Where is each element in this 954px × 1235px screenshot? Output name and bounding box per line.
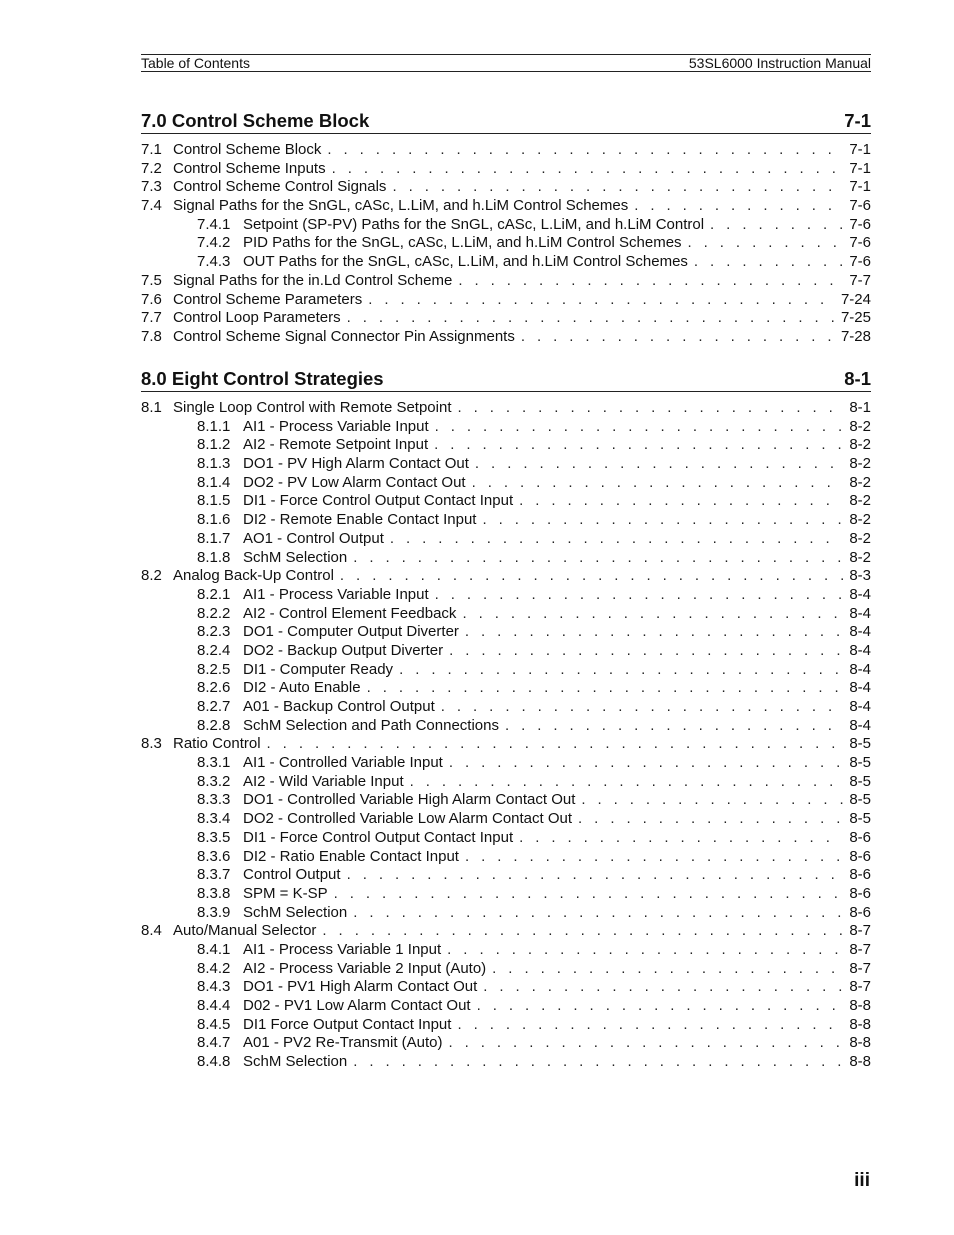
toc-entry-page: 7-6 xyxy=(849,197,871,215)
toc-section-8 xyxy=(141,368,871,1072)
toc-entry-page: 8-2 xyxy=(849,548,871,566)
dot-leader xyxy=(435,698,843,717)
toc-entry[interactable] xyxy=(141,642,871,661)
toc-entry-page: 8-8 xyxy=(849,1015,871,1033)
dot-leader xyxy=(682,234,843,253)
toc-entry-title: Control Output xyxy=(243,866,341,884)
dot-leader xyxy=(443,754,843,773)
toc-entry-number: 8.1.6 xyxy=(197,511,231,529)
toc-entry-page: 8-4 xyxy=(849,641,871,659)
toc-entry-number: 8.2.2 xyxy=(197,604,231,622)
toc-entry-title: Control Loop Parameters xyxy=(173,309,341,327)
toc-entry-number: 8.1 xyxy=(141,399,162,416)
toc-entry-title: Control Scheme Block xyxy=(173,141,322,158)
toc-entry-page: 7-6 xyxy=(849,234,871,252)
toc-entry-title: A01 - Backup Control Output xyxy=(243,698,435,715)
toc-entry-number: 8.3.6 xyxy=(197,847,231,865)
toc-entry-page: 8-4 xyxy=(849,660,871,678)
toc-entry[interactable] xyxy=(141,328,871,347)
toc-entry[interactable] xyxy=(141,474,871,493)
toc-entry-title: Signal Paths for the SnGL, cASc, L.LiM, and h.LiM Control Schemes xyxy=(173,197,629,215)
dot-leader xyxy=(452,399,844,418)
toc-entry-number: 7.3 xyxy=(141,178,162,196)
dot-leader xyxy=(386,178,843,197)
toc-entry[interactable] xyxy=(141,586,871,605)
toc-entry-page: 8-6 xyxy=(849,847,871,865)
toc-entry[interactable] xyxy=(141,178,871,197)
toc-entry-page: 7-28 xyxy=(840,327,871,345)
toc-entry-title: DO1 - PV High Alarm Contact Out xyxy=(243,455,469,473)
dot-leader xyxy=(469,455,843,474)
toc-entry[interactable] xyxy=(141,661,871,680)
toc-entry-title: Signal Paths for the in.Ld Control Scheme xyxy=(173,271,453,289)
toc-entry-page: 7-1 xyxy=(849,159,871,177)
toc-entry[interactable] xyxy=(141,866,871,885)
toc-entry-number: 8.2.5 xyxy=(197,660,231,678)
toc-entry-title: Single Loop Control with Remote Setpoint xyxy=(173,399,452,416)
toc-entry-page: 8-4 xyxy=(849,623,871,641)
toc-entry-number: 8.4.2 xyxy=(197,959,231,977)
dot-leader xyxy=(404,773,843,792)
toc-entry[interactable] xyxy=(141,418,871,437)
toc-entry[interactable] xyxy=(141,791,871,810)
toc-entry[interactable] xyxy=(141,623,871,642)
toc-entry-page: 8-5 xyxy=(849,772,871,790)
toc-entry-number: 8.3.7 xyxy=(197,866,231,884)
toc-entry-title: Control Scheme Parameters xyxy=(173,290,363,308)
toc-entry-title: Setpoint (SP-PV) Paths for the SnGL, cASc, L.LiM, and h.LiM Control xyxy=(243,215,705,233)
dot-leader xyxy=(326,160,843,179)
dot-leader xyxy=(347,904,843,923)
toc-entry[interactable] xyxy=(141,309,871,328)
toc-entry[interactable] xyxy=(141,997,871,1016)
dot-leader xyxy=(486,960,843,979)
toc-entry[interactable] xyxy=(141,216,871,235)
toc-entry-page: 8-2 xyxy=(849,492,871,510)
toc-entry-page: 8-4 xyxy=(849,679,871,697)
dot-leader xyxy=(688,253,843,272)
toc-entry-title: AO1 - Control Output xyxy=(243,529,384,547)
dot-leader xyxy=(321,141,843,160)
toc-entry-number: 7.6 xyxy=(141,290,162,308)
section-heading-text: 8.0 Eight Control Strategies xyxy=(141,368,384,389)
toc-entry-number: 8.1.4 xyxy=(197,473,231,491)
toc-entry-number: 8.1.1 xyxy=(197,417,231,435)
toc-entry-number: 8.1.2 xyxy=(197,436,231,454)
section-heading-text: 7.0 Control Scheme Block xyxy=(141,110,370,131)
section-heading[interactable] xyxy=(141,110,871,134)
toc-entry-number: 8.2.4 xyxy=(197,641,231,659)
toc-entry-number: 8.4 xyxy=(141,922,162,940)
toc-entry-page: 8-6 xyxy=(849,828,871,846)
dot-leader xyxy=(477,978,843,997)
dot-leader xyxy=(347,549,843,568)
toc-entry-title: DI1 - Computer Ready xyxy=(243,660,394,678)
header-right-title: 53SL6000 Instruction Manual xyxy=(688,55,871,71)
toc-entry-number: 7.4 xyxy=(141,197,162,215)
toc-entry-page: 8-4 xyxy=(849,698,871,715)
toc-entry-page: 8-8 xyxy=(849,1053,871,1071)
toc-entry-number: 7.7 xyxy=(141,309,162,327)
toc-entry-page: 8-4 xyxy=(849,585,871,603)
toc-entry[interactable] xyxy=(141,698,871,717)
dot-leader xyxy=(459,623,843,642)
toc-entry-page: 7-1 xyxy=(849,178,871,196)
toc-entry-number: 8.2 xyxy=(141,567,162,585)
toc-entry-title: AI1 - Process Variable 1 Input xyxy=(243,940,442,958)
toc-entry-number: 8.2.1 xyxy=(197,585,231,603)
toc-entry[interactable] xyxy=(141,1053,871,1072)
toc-entry-number: 8.3 xyxy=(141,735,162,753)
toc-entry-number: 8.4.7 xyxy=(197,1034,231,1052)
toc-entry[interactable] xyxy=(141,717,871,736)
toc-entry-title: AI1 - Process Variable Input xyxy=(243,417,429,435)
dot-leader xyxy=(476,511,843,530)
toc-entry-page: 8-2 xyxy=(849,511,871,529)
running-header xyxy=(141,54,871,72)
dot-leader xyxy=(334,567,843,586)
toc-entry[interactable] xyxy=(141,436,871,455)
toc-entry-title: DO1 - Controlled Variable High Alarm Contact Out xyxy=(243,791,576,809)
dot-leader xyxy=(471,997,843,1016)
toc-entry-page: 8-6 xyxy=(849,903,871,921)
toc-entry-title: Auto/Manual Selector xyxy=(173,922,317,940)
dot-leader xyxy=(428,436,843,455)
dot-leader xyxy=(384,530,843,549)
toc-entry[interactable] xyxy=(141,848,871,867)
toc-entry-page: 7-6 xyxy=(849,253,871,271)
toc-entry-title: DO1 - Computer Output Diverter xyxy=(243,623,459,641)
toc-entry-title: DI1 - Force Control Output Contact Input xyxy=(243,492,514,510)
toc-entry[interactable] xyxy=(141,829,871,848)
toc-entry-number: 8.4.5 xyxy=(197,1015,231,1033)
toc-entry-title: DO1 - PV1 High Alarm Contact Out xyxy=(243,978,478,996)
dot-leader xyxy=(429,586,843,605)
dot-leader xyxy=(429,418,843,437)
toc-entry-title: Analog Back-Up Control xyxy=(173,567,334,585)
toc-entry-page: 8-6 xyxy=(849,884,871,902)
dot-leader xyxy=(466,474,843,493)
toc-entry[interactable] xyxy=(141,291,871,310)
toc-entry-number: 7.4.1 xyxy=(197,215,231,233)
toc-entry-title: DI2 - Ratio Enable Contact Input xyxy=(243,847,459,865)
toc-entry-title: AI1 - Process Variable Input xyxy=(243,585,429,603)
toc-entry-page: 7-7 xyxy=(849,271,871,289)
header-left-title: Table of Contents xyxy=(141,55,250,71)
toc-entry-title: DI2 - Auto Enable xyxy=(243,679,361,697)
toc-entry[interactable] xyxy=(141,492,871,511)
dot-leader xyxy=(316,922,843,941)
toc-entry-page: 8-5 xyxy=(849,754,871,772)
toc-entry-number: 7.8 xyxy=(141,327,162,345)
toc-entry-number: 8.1.5 xyxy=(197,492,231,510)
toc-entry-number: 8.3.4 xyxy=(197,810,231,828)
dot-leader xyxy=(704,216,843,235)
toc-entry-number: 8.4.1 xyxy=(197,940,231,958)
toc-entry-number: 8.2.3 xyxy=(197,623,231,641)
toc-entry-page: 8-1 xyxy=(849,399,871,416)
dot-leader xyxy=(499,717,843,736)
toc-entry-title: AI1 - Controlled Variable Input xyxy=(243,754,443,772)
toc-entry-page: 8-7 xyxy=(849,940,871,958)
toc-entry[interactable] xyxy=(141,735,871,754)
toc-entry-title: SchM Selection and Path Connections xyxy=(243,716,499,734)
toc-entry-page: 8-3 xyxy=(849,567,871,585)
toc-entry-page: 8-2 xyxy=(849,417,871,435)
dot-leader xyxy=(341,309,837,328)
toc-entry-page: 8-5 xyxy=(849,735,871,753)
toc-entry[interactable] xyxy=(141,605,871,624)
toc-entry-number: 8.1.3 xyxy=(197,455,231,473)
toc-entry-title: AI2 - Remote Setpoint Input xyxy=(243,436,429,454)
toc-entry-number: 7.5 xyxy=(141,271,162,289)
toc-entry[interactable] xyxy=(141,455,871,474)
toc-entry[interactable] xyxy=(141,253,871,272)
toc-entry[interactable] xyxy=(141,1034,871,1053)
toc-entry[interactable] xyxy=(141,904,871,923)
toc-entry-number: 8.1.8 xyxy=(197,548,231,566)
toc-entry-number: 8.3.5 xyxy=(197,828,231,846)
dot-leader xyxy=(347,1053,843,1072)
toc-entry-number: 8.3.2 xyxy=(197,772,231,790)
toc-entry-page: 8-5 xyxy=(849,810,871,828)
toc-entry-page: 7-25 xyxy=(840,309,871,327)
toc-entry-title: SPM = K-SP xyxy=(243,884,328,902)
toc-entry-number: 8.4.3 xyxy=(197,978,231,996)
page-number: iii xyxy=(854,1170,870,1191)
toc-entry-page: 8-7 xyxy=(849,959,871,977)
toc-entry-title: DI1 Force Output Contact Input xyxy=(243,1015,452,1033)
toc-section-7 xyxy=(141,110,871,347)
toc-entry-number: 7.2 xyxy=(141,159,162,177)
toc-entry[interactable] xyxy=(141,960,871,979)
toc-entry-page: 8-4 xyxy=(849,716,871,734)
toc-entry-number: 8.2.6 xyxy=(197,679,231,697)
toc-entry-page: 8-2 xyxy=(849,529,871,547)
section-heading[interactable] xyxy=(141,368,871,392)
dot-leader xyxy=(575,791,843,810)
toc-entry[interactable] xyxy=(141,549,871,568)
toc-entry-page: 8-8 xyxy=(849,1034,871,1052)
dot-leader xyxy=(328,885,843,904)
dot-leader xyxy=(443,1034,843,1053)
toc-entry-page: 7-1 xyxy=(849,141,871,158)
toc-entry-title: AI2 - Process Variable 2 Input (Auto) xyxy=(243,959,487,977)
dot-leader xyxy=(441,941,843,960)
toc-entry-page: 8-6 xyxy=(849,866,871,884)
toc-entry-page: 8-7 xyxy=(849,922,871,940)
toc-entry-title: OUT Paths for the SnGL, cASc, L.LiM, and h.LiM Control Schemes xyxy=(243,253,688,271)
toc-entry-page: 8-7 xyxy=(849,978,871,996)
toc-entry[interactable] xyxy=(141,922,871,941)
toc-entry[interactable] xyxy=(141,941,871,960)
toc-entry[interactable] xyxy=(141,160,871,179)
toc-entry[interactable] xyxy=(141,754,871,773)
toc-entry-title: AI2 - Control Element Feedback xyxy=(243,604,457,622)
toc-entry-number: 8.4.4 xyxy=(197,997,231,1014)
dot-leader xyxy=(515,328,837,347)
toc-entry-number: 8.4.8 xyxy=(197,1053,231,1071)
toc-entry-number: 8.3.1 xyxy=(197,754,231,772)
toc-entry-title: DO2 - Controlled Variable Low Alarm Contact Out xyxy=(243,810,573,828)
toc-entry-number: 7.1 xyxy=(141,141,162,158)
toc-entry[interactable] xyxy=(141,679,871,698)
toc-entry-page: 7-24 xyxy=(840,290,871,308)
dot-leader xyxy=(261,735,843,754)
dot-leader xyxy=(362,291,837,310)
toc-entry-title: A01 - PV2 Re-Transmit (Auto) xyxy=(243,1034,443,1052)
toc-entry-title: SchM Selection xyxy=(243,1053,348,1071)
dot-leader xyxy=(459,848,843,867)
toc-entry-page: 8-2 xyxy=(849,436,871,454)
dot-leader xyxy=(513,829,843,848)
toc-entry-number: 8.1.7 xyxy=(197,529,231,547)
toc-entry-title: DO2 - Backup Output Diverter xyxy=(243,641,444,659)
toc-entry-title: AI2 - Wild Variable Input xyxy=(243,772,404,790)
toc-entry[interactable] xyxy=(141,567,871,586)
toc-entry[interactable] xyxy=(141,773,871,792)
toc-entry-number: 8.3.9 xyxy=(197,903,231,921)
toc-entry-title: PID Paths for the SnGL, cASc, L.LiM, and h.LiM Control Schemes xyxy=(243,234,682,252)
section-heading-page: 7-1 xyxy=(844,110,871,131)
toc-entry-number: 8.2.8 xyxy=(197,716,231,734)
toc-entry-page: 8-4 xyxy=(849,604,871,622)
toc-entry-page: 8-2 xyxy=(849,473,871,491)
toc-entry-title: Control Scheme Signal Connector Pin Assignments xyxy=(173,327,515,345)
dot-leader xyxy=(361,679,843,698)
toc-entry-title: Ratio Control xyxy=(173,735,261,753)
dot-leader xyxy=(572,810,843,829)
toc-entry-title: SchM Selection xyxy=(243,903,348,921)
toc-entry[interactable] xyxy=(141,978,871,997)
dot-leader xyxy=(451,1016,843,1035)
toc-entry-number: 8.2.7 xyxy=(197,698,231,715)
toc-entry-title: SchM Selection xyxy=(243,548,348,566)
toc-entry[interactable] xyxy=(141,197,871,216)
toc-entry-number: 7.4.2 xyxy=(197,234,231,252)
toc-entry-title: DI1 - Force Control Output Contact Input xyxy=(243,828,514,846)
toc-entry-title: Control Scheme Inputs xyxy=(173,159,326,177)
dot-leader xyxy=(443,642,843,661)
toc-entry[interactable] xyxy=(141,530,871,549)
toc-entry-page: 8-2 xyxy=(849,455,871,473)
dot-leader xyxy=(628,197,843,216)
toc-entry-number: 8.3.3 xyxy=(197,791,231,809)
toc-entry[interactable] xyxy=(141,272,871,291)
toc-entry[interactable] xyxy=(141,810,871,829)
dot-leader xyxy=(456,605,843,624)
toc-entry-number: 7.4.3 xyxy=(197,253,231,271)
toc-entry[interactable] xyxy=(141,399,871,418)
toc-entry[interactable] xyxy=(141,1016,871,1035)
section-heading-page: 8-1 xyxy=(844,368,871,389)
toc-entry-page: 7-6 xyxy=(849,215,871,233)
toc-entry[interactable] xyxy=(141,141,871,160)
toc-entry[interactable] xyxy=(141,234,871,253)
dot-leader xyxy=(452,272,843,291)
toc-entry-title: DO2 - PV Low Alarm Contact Out xyxy=(243,473,466,491)
toc-entry[interactable] xyxy=(141,885,871,904)
dot-leader xyxy=(513,492,843,511)
dot-leader xyxy=(393,661,843,680)
dot-leader xyxy=(341,866,843,885)
toc-entry[interactable] xyxy=(141,511,871,530)
toc-entry-page: 8-8 xyxy=(849,997,871,1014)
toc-entry-page: 8-5 xyxy=(849,791,871,809)
toc-entry-title: DI2 - Remote Enable Contact Input xyxy=(243,511,477,529)
toc-entry-number: 8.3.8 xyxy=(197,884,231,902)
toc-entry-title: D02 - PV1 Low Alarm Contact Out xyxy=(243,997,471,1014)
toc-entry-title: Control Scheme Control Signals xyxy=(173,178,387,196)
